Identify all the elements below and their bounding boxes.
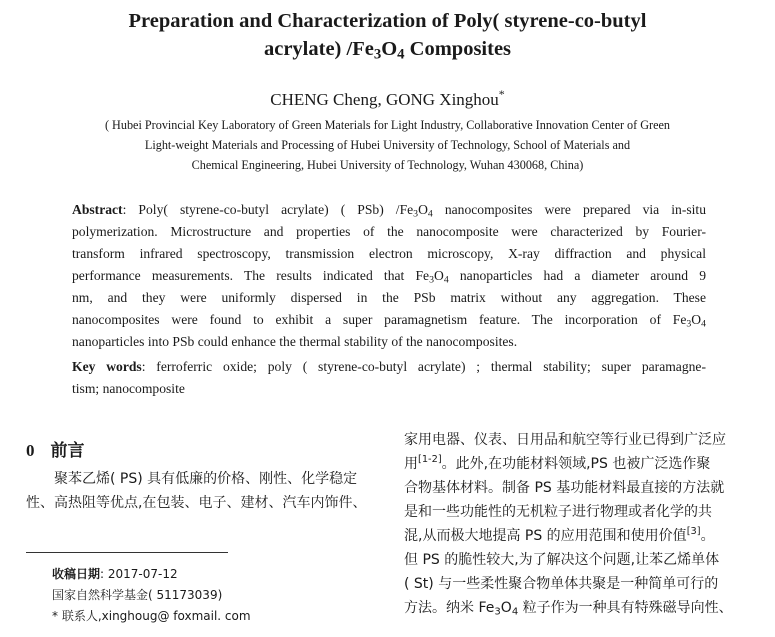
right-column-line-4: 是和一些功能性的无机粒子进行物理或者化学的共 bbox=[404, 504, 712, 520]
funding-footnote: 国家自然科学基金( 51173039) bbox=[52, 588, 223, 602]
abstract-line-5: nm, and they were uniformly dispersed in the PSb matrix without any aggregation. These bbox=[72, 290, 706, 305]
right-column-line-1: 家用电器、仪表、日用品和航空等行业已得到广泛应 bbox=[404, 432, 726, 448]
affiliation-line-2: Light-weight Materials and Processing of Hubei University of Technology, School of Materials and bbox=[144, 138, 631, 152]
affiliation-line-3: Chemical Engineering, Hubei University of Technology, Wuhan 430068, China) bbox=[191, 158, 584, 172]
affiliation-line-1: ( Hubei Provincial Key Laboratory of Green Materials for Light Industry, Collaborative Innovation Center of Green bbox=[104, 118, 671, 132]
keywords-line-1: Key words: ferroferric oxide; poly ( styrene-co-butyl acrylate) ; thermal stability; super paramagne- bbox=[72, 359, 706, 374]
contact-footnote: * 联系人,xinghoug@ foxmail. com bbox=[52, 609, 251, 623]
abstract-line-1: Abstract: Poly( styrene-co-butyl acrylate) ( PSb) $/Fe_3O_4$ nanocomposites were prepared via in-situ bbox=[72, 202, 706, 220]
left-column-line-2: 性、高热阻等优点,在包装、电子、建材、汽车内饰件、 bbox=[26, 495, 367, 511]
abstract-line-2: polymerization. Microstructure and properties of the nanocomposite were characterized by Fourier- bbox=[72, 224, 706, 239]
abstract-line-7: nanoparticles into PSb could enhance the thermal stability of the nanocomposites. bbox=[72, 334, 518, 349]
right-column-line-7: ( St) 与一些柔性聚合物单体共聚是一种简单可行的 bbox=[404, 576, 719, 592]
right-column-line-5: 混,从而极大地提高 PS 的应用范围和使用价值[3]。 bbox=[404, 526, 715, 544]
section-title: 前言 bbox=[50, 441, 85, 461]
section-number: 0 bbox=[26, 441, 35, 460]
keywords-line-2: tism; nanocomposite bbox=[72, 381, 185, 396]
abstract-line-3: transform infrared spectroscopy, transmission electron microscopy, X-ray diffraction and physical bbox=[72, 246, 706, 261]
citation-ref: [1-2] bbox=[418, 454, 442, 466]
right-column-line-8: 方法。纳米 $Fe_3O_4$ 粒子作为一种具有特殊磁导向性、 bbox=[404, 600, 733, 618]
paper-title-line-2: acrylate) $/Fe_3O_4$ Composites bbox=[263, 38, 512, 63]
abstract-line-4: performance measurements. The results indicated that $Fe_3O_4$ nanoparticles had a diameter around 9 bbox=[72, 268, 706, 286]
citation-ref: [3] bbox=[686, 526, 701, 538]
footnote-divider bbox=[26, 552, 228, 553]
keywords-label: Key words bbox=[72, 359, 142, 374]
section-heading bbox=[26, 436, 85, 461]
paper-title-line-1: Preparation and Characterization of Poly( styrene-co-butyl bbox=[128, 10, 647, 32]
right-column-line-2: 用[1-2]。此外,在功能材料领域,PS 也被广泛选作聚 bbox=[404, 454, 711, 472]
author-list: CHENG Cheng, GONG Xinghou* bbox=[270, 86, 505, 109]
abstract-line-6: nanocomposites were found to exhibit a super paramagnetism feature. The incorporation of $Fe_3O_4$ bbox=[72, 312, 706, 330]
right-column-line-3: 合物基体材料。制备 PS 基功能材料最直接的方法就 bbox=[404, 480, 725, 496]
left-column-line-1: 聚苯乙烯( PS) 具有低廉的价格、刚性、化学稳定 bbox=[26, 471, 358, 487]
right-column-line-6: 但 PS 的脆性较大,为了解决这个问题,让苯乙烯单体 bbox=[404, 552, 720, 568]
corresponding-author-mark: * bbox=[498, 86, 505, 101]
received-date-footnote: 收稿日期: 2017-07-12 bbox=[52, 567, 178, 581]
abstract-label: Abstract bbox=[72, 202, 123, 217]
